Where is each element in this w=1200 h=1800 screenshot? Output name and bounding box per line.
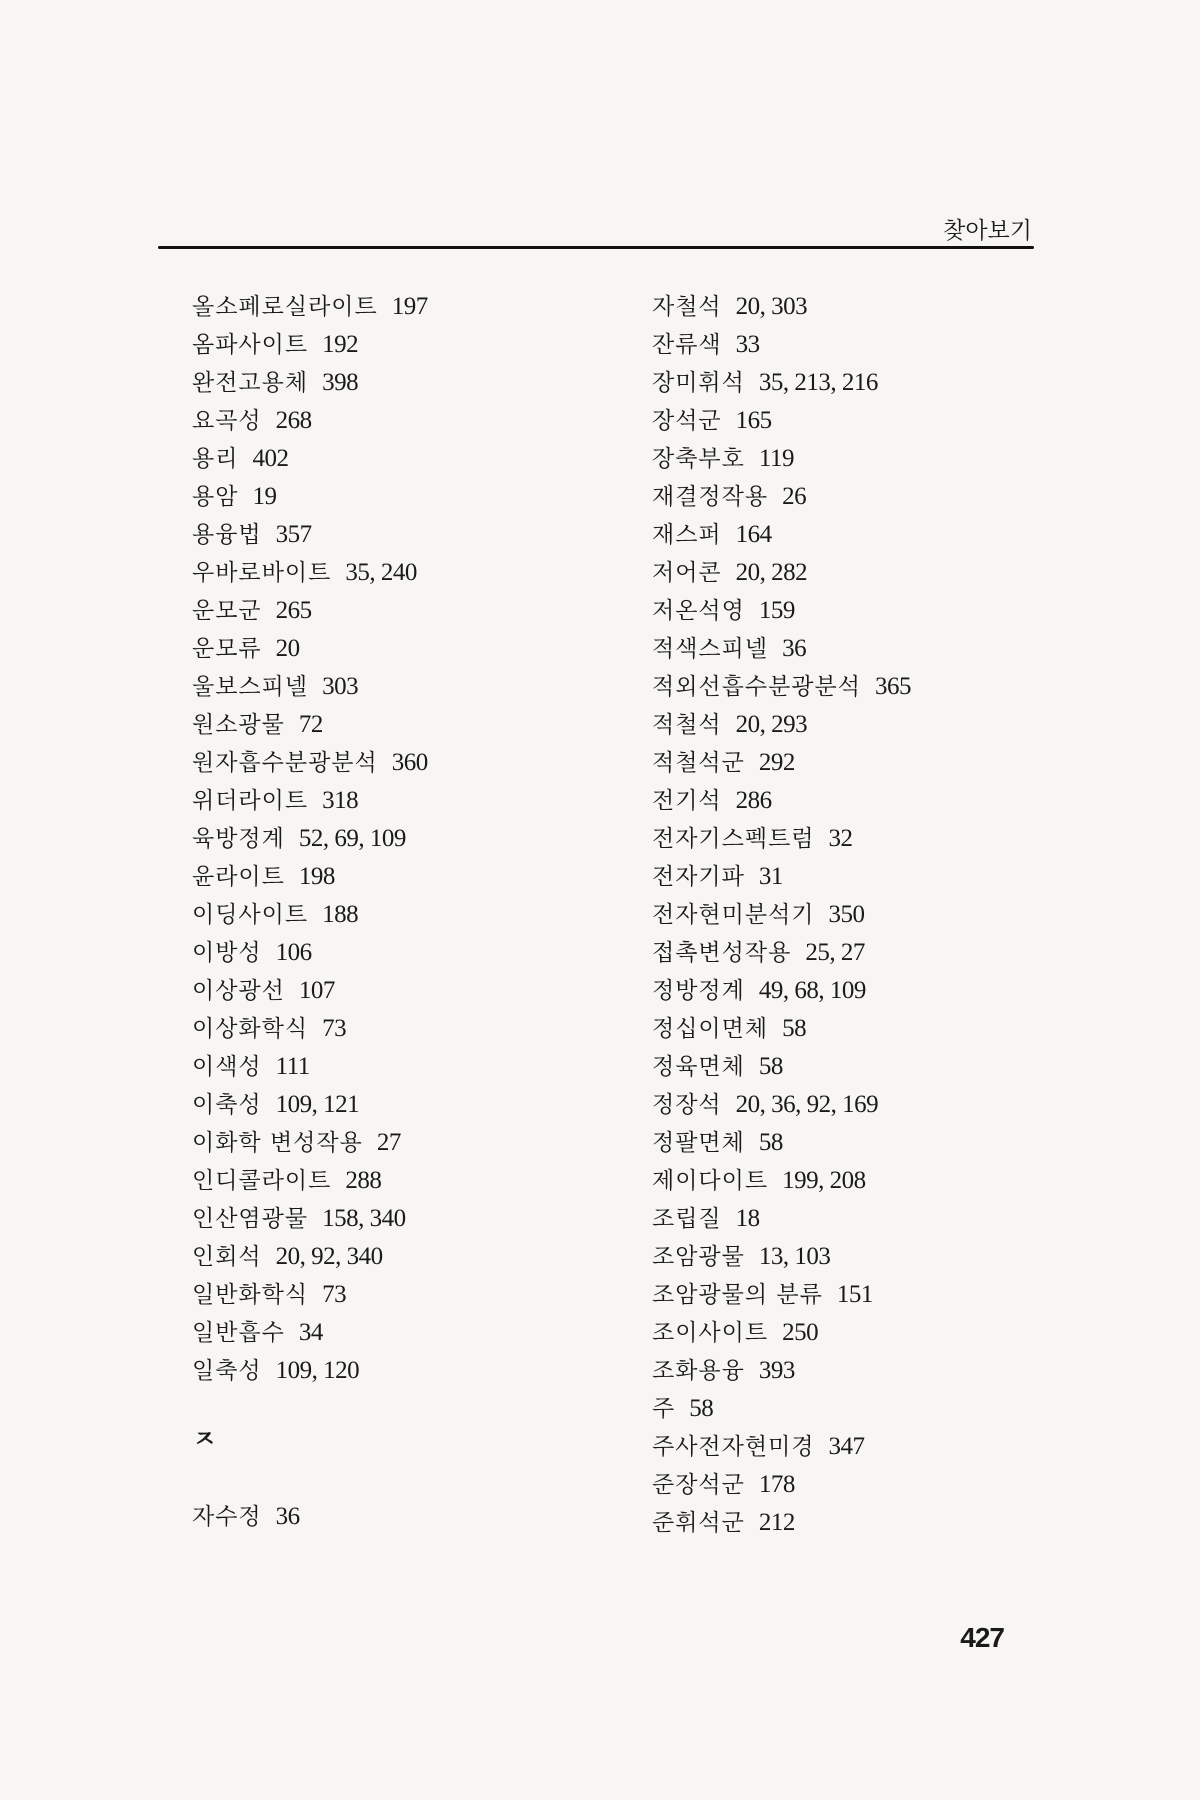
index-term: 정십이면체	[652, 1016, 769, 1042]
index-entry	[192, 1199, 428, 1237]
index-page-refs: 58	[689, 1395, 714, 1422]
index-page-refs: 111	[275, 1053, 310, 1080]
index-entry	[192, 705, 428, 743]
index-entry	[652, 819, 911, 857]
index-page-refs: 36	[275, 1503, 300, 1530]
index-term: 재결정작용	[652, 484, 769, 510]
index-page-refs: 109, 121	[275, 1091, 360, 1118]
index-page-refs: 49, 68, 109	[758, 977, 866, 1004]
index-entry	[652, 857, 911, 895]
index-term: 주사전자현미경	[652, 1434, 815, 1460]
index-page-refs: 158, 340	[322, 1205, 406, 1232]
index-term: 제이다이트	[652, 1168, 769, 1194]
index-entry	[652, 895, 911, 933]
index-term: 정팔면체	[652, 1130, 745, 1156]
index-page-refs: 402	[252, 445, 289, 472]
index-term: 주	[652, 1396, 676, 1422]
index-page-refs: 347	[828, 1433, 865, 1460]
index-page-refs: 360	[391, 749, 428, 776]
index-term: 이상광선	[192, 978, 285, 1004]
index-term: 완전고용체	[192, 370, 309, 396]
index-page-refs: 357	[275, 521, 312, 548]
index-page-refs: 398	[322, 369, 359, 396]
index-term: 조화용융	[652, 1358, 745, 1384]
index-term: 육방정계	[192, 826, 285, 852]
index-term: 적색스피넬	[652, 636, 769, 662]
index-term: 장미휘석	[652, 370, 745, 396]
index-page-refs: 197	[391, 293, 428, 320]
index-page-refs: 265	[275, 597, 312, 624]
index-page-refs: 27	[376, 1129, 401, 1156]
index-page-refs: 26	[782, 483, 807, 510]
index-term: 준휘석군	[652, 1510, 745, 1536]
index-page-refs: 164	[735, 521, 772, 548]
index-term: 전자기파	[652, 864, 745, 890]
index-page-refs: 35, 240	[345, 559, 417, 586]
index-page-refs: 36	[782, 635, 807, 662]
index-term: 장석군	[652, 408, 722, 434]
index-entry	[652, 1313, 911, 1351]
index-page-refs: 31	[758, 863, 783, 890]
index-term: 조립질	[652, 1206, 722, 1232]
index-entry	[192, 933, 428, 971]
index-page-refs: 188	[322, 901, 359, 928]
index-term: 준장석군	[652, 1472, 745, 1498]
index-page-refs: 365	[874, 673, 911, 700]
index-term: 울보스피넬	[192, 674, 309, 700]
index-entry	[192, 1497, 300, 1535]
index-term: 일반화학식	[192, 1282, 309, 1308]
index-page-refs: 20, 282	[735, 559, 808, 586]
index-page-refs: 19	[252, 483, 277, 510]
index-entry	[192, 287, 428, 325]
index-term: 조암광물의 분류	[652, 1282, 823, 1308]
index-page-refs: 199, 208	[782, 1167, 866, 1194]
index-entry	[652, 1389, 911, 1427]
index-term: 올소페로실라이트	[192, 294, 378, 320]
index-page-refs: 35, 213, 216	[758, 369, 878, 396]
index-term: 요곡성	[192, 408, 262, 434]
index-entry	[652, 325, 911, 363]
index-page-refs: 33	[735, 331, 760, 358]
index-term: 이축성	[192, 1092, 262, 1118]
index-page-refs: 212	[758, 1509, 795, 1536]
index-entry	[652, 439, 911, 477]
index-term: 정장석	[652, 1092, 722, 1118]
index-page-refs: 25, 27	[805, 939, 865, 966]
index-term: 조이사이트	[652, 1320, 769, 1346]
index-page-refs: 34	[298, 1319, 323, 1346]
index-term: 용융법	[192, 522, 262, 548]
index-term: 인디콜라이트	[192, 1168, 332, 1194]
index-entry	[652, 1465, 911, 1503]
index-page-refs: 20	[275, 635, 300, 662]
index-term: 전자현미분석기	[652, 902, 815, 928]
index-page-refs: 198	[298, 863, 335, 890]
index-page-refs: 159	[758, 597, 795, 624]
index-entry	[192, 515, 428, 553]
index-entry	[652, 1275, 911, 1313]
index-term: 이화학 변성작용	[192, 1130, 363, 1156]
index-page-refs: 250	[782, 1319, 819, 1346]
index-entry	[652, 1351, 911, 1389]
index-entry	[652, 1009, 911, 1047]
index-term: 윤라이트	[192, 864, 285, 890]
index-entry	[652, 401, 911, 439]
index-entry	[652, 933, 911, 971]
index-page-refs: 178	[758, 1471, 795, 1498]
index-entry	[192, 629, 428, 667]
index-entry	[192, 1009, 428, 1047]
index-entry	[192, 819, 428, 857]
index-page-refs: 119	[758, 445, 794, 472]
index-page-refs: 393	[758, 1357, 795, 1384]
index-entry	[652, 971, 911, 1009]
index-entry	[652, 1199, 911, 1237]
index-term: 저온석영	[652, 598, 745, 624]
index-entry	[192, 553, 428, 591]
index-entry	[192, 591, 428, 629]
index-column-left	[192, 287, 428, 1389]
index-term: 정방정계	[652, 978, 745, 1004]
index-page-refs: 20, 36, 92, 169	[735, 1091, 879, 1118]
running-header-title: 찾아보기	[943, 218, 1032, 244]
index-page-refs: 73	[322, 1015, 347, 1042]
index-term: 용리	[192, 446, 239, 472]
index-term: 옴파사이트	[192, 332, 309, 358]
index-page-refs: 58	[758, 1053, 783, 1080]
index-page-refs: 318	[322, 787, 359, 814]
index-entry	[652, 477, 911, 515]
index-term: 전기석	[652, 788, 722, 814]
index-term: 운모군	[192, 598, 262, 624]
index-term: 우바로바이트	[192, 560, 332, 586]
index-page-refs: 303	[322, 673, 359, 700]
index-page-refs: 165	[735, 407, 772, 434]
index-term: 접촉변성작용	[652, 940, 792, 966]
index-entry	[192, 1161, 428, 1199]
index-entry	[192, 401, 428, 439]
section-letter: ㅈ	[193, 1425, 217, 1453]
index-entry	[652, 287, 911, 325]
index-entry	[192, 1275, 428, 1313]
index-term: 인회석	[192, 1244, 262, 1270]
index-entry	[652, 667, 911, 705]
index-page-refs: 32	[828, 825, 853, 852]
index-entry	[652, 1047, 911, 1085]
index-page-refs: 20, 293	[735, 711, 808, 738]
index-term: 위더라이트	[192, 788, 309, 814]
index-term: 장축부호	[652, 446, 745, 472]
index-page-refs: 13, 103	[758, 1243, 831, 1270]
index-page-refs: 109, 120	[275, 1357, 360, 1384]
index-entry	[652, 1503, 911, 1541]
index-entry	[192, 857, 428, 895]
index-entry	[652, 629, 911, 667]
index-term: 전자기스펙트럼	[652, 826, 815, 852]
index-entry	[192, 667, 428, 705]
index-entry	[652, 591, 911, 629]
index-entry	[192, 1237, 428, 1275]
index-term: 이딩사이트	[192, 902, 309, 928]
index-entry	[192, 895, 428, 933]
index-page-refs: 268	[275, 407, 312, 434]
index-entry	[192, 971, 428, 1009]
index-entry	[192, 743, 428, 781]
index-term: 일축성	[192, 1358, 262, 1384]
index-entry	[652, 363, 911, 401]
index-entry	[192, 1085, 428, 1123]
index-page-refs: 286	[735, 787, 772, 814]
index-term: 자수정	[192, 1504, 262, 1530]
index-page-refs: 106	[275, 939, 312, 966]
index-page-refs: 151	[836, 1281, 873, 1308]
index-entry	[652, 515, 911, 553]
index-entry	[192, 1123, 428, 1161]
index-page-refs: 192	[322, 331, 359, 358]
index-term: 이상화학식	[192, 1016, 309, 1042]
index-entry	[652, 743, 911, 781]
index-page-refs: 72	[298, 711, 323, 738]
index-term: 정육면체	[652, 1054, 745, 1080]
index-entry	[192, 477, 428, 515]
index-page-refs: 58	[782, 1015, 807, 1042]
index-entry	[652, 781, 911, 819]
index-entry	[652, 705, 911, 743]
index-column-right	[652, 287, 911, 1541]
index-entry	[652, 553, 911, 591]
index-term: 적외선흡수분광분석	[652, 674, 861, 700]
index-term: 저어콘	[652, 560, 722, 586]
index-entry	[192, 363, 428, 401]
index-page-refs: 292	[758, 749, 795, 776]
index-entry	[652, 1161, 911, 1199]
index-term: 재스퍼	[652, 522, 722, 548]
index-entry	[192, 439, 428, 477]
index-term: 적철석군	[652, 750, 745, 776]
index-entry	[652, 1085, 911, 1123]
index-term: 인산염광물	[192, 1206, 309, 1232]
index-term: 원자흡수분광분석	[192, 750, 378, 776]
index-term: 적철석	[652, 712, 722, 738]
index-term: 이색성	[192, 1054, 262, 1080]
index-entry	[192, 325, 428, 363]
index-page-refs: 73	[322, 1281, 347, 1308]
index-entry	[192, 1351, 428, 1389]
header-rule	[158, 246, 1034, 249]
index-term: 운모류	[192, 636, 262, 662]
index-term: 잔류색	[652, 332, 722, 358]
page-number: 427	[960, 1622, 1004, 1653]
index-entry	[192, 1047, 428, 1085]
index-page-refs: 20, 92, 340	[275, 1243, 383, 1270]
index-term: 자철석	[652, 294, 722, 320]
index-column-left-bottom	[192, 1497, 300, 1535]
index-term: 용암	[192, 484, 239, 510]
index-page-refs: 107	[298, 977, 335, 1004]
index-term: 일반흡수	[192, 1320, 285, 1346]
index-page-refs: 20, 303	[735, 293, 808, 320]
index-entry	[652, 1123, 911, 1161]
index-page-refs: 58	[758, 1129, 783, 1156]
index-page-refs: 288	[345, 1167, 382, 1194]
index-page-refs: 52, 69, 109	[298, 825, 406, 852]
index-term: 이방성	[192, 940, 262, 966]
index-entry	[192, 1313, 428, 1351]
index-entry	[652, 1237, 911, 1275]
index-page-refs: 350	[828, 901, 865, 928]
index-term: 조암광물	[652, 1244, 745, 1270]
index-page-refs: 18	[735, 1205, 760, 1232]
index-term: 원소광물	[192, 712, 285, 738]
index-entry	[652, 1427, 911, 1465]
index-entry	[192, 781, 428, 819]
